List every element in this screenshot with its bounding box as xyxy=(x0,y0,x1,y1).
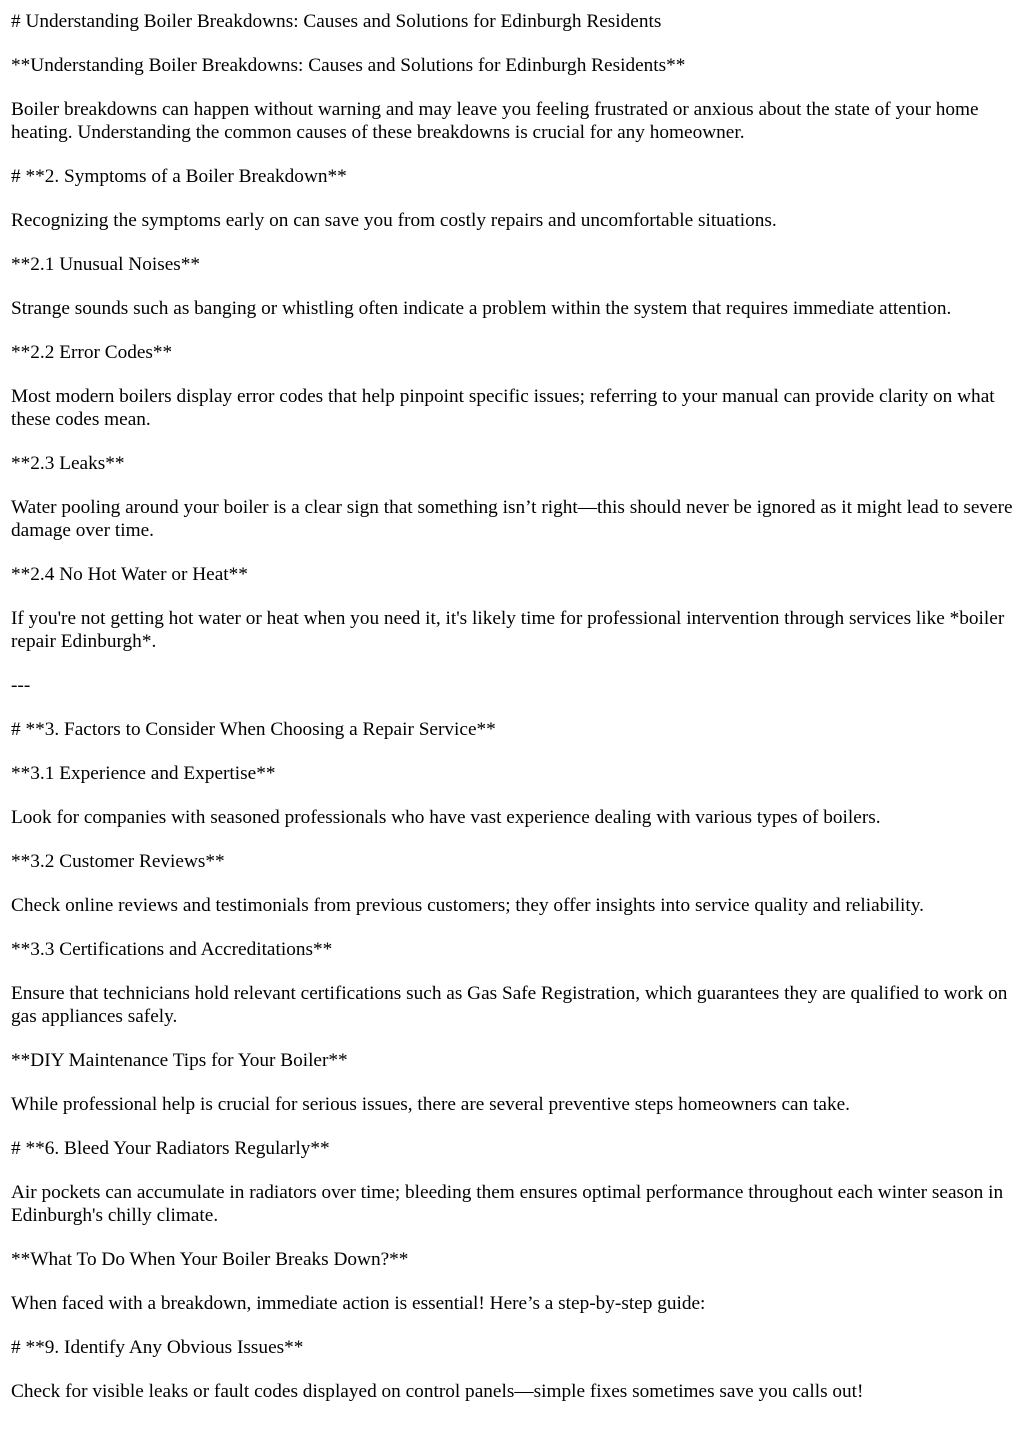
customer-reviews-paragraph: Check online reviews and testimonials from previous customers; they offer insights into service quality and reliability. xyxy=(11,895,924,916)
certifications-paragraph: Ensure that technicians hold relevant certifications such as Gas Safe Registration, which guarantees they are qualified to work on gas appliances safely. xyxy=(11,983,1013,1027)
leaks-paragraph: Water pooling around your boiler is a clear sign that something isn’t right—this should never be ignored as it might lead to severe damage over time. xyxy=(11,497,1018,541)
subheading-error-codes: **2.2 Error Codes** xyxy=(11,342,173,363)
heading-identify-issues: # **9. Identify Any Obvious Issues** xyxy=(11,1337,304,1358)
bleed-radiators-paragraph: Air pockets can accumulate in radiators over time; bleeding them ensures optimal performance throughout each winter season in Edinburgh's chilly climate. xyxy=(11,1182,1008,1226)
subheading-diy-maintenance: **DIY Maintenance Tips for Your Boiler** xyxy=(11,1050,348,1071)
no-hot-water-paragraph: If you're not getting hot water or heat when you need it, it's likely time for professional intervention through services like *boiler repair Edinburgh*. xyxy=(11,608,1010,652)
heading-factors: # **3. Factors to Consider When Choosing a Repair Service** xyxy=(11,719,496,740)
identify-issues-paragraph: Check for visible leaks or fault codes displayed on control panels—simple fixes sometimes save you calls out! xyxy=(11,1381,864,1402)
subheading-unusual-noises: **2.1 Unusual Noises** xyxy=(11,254,201,275)
title-bold-line: **Understanding Boiler Breakdowns: Causes and Solutions for Edinburgh Residents** xyxy=(11,55,686,76)
subheading-certifications: **3.3 Certifications and Accreditations** xyxy=(11,939,333,960)
subheading-customer-reviews: **3.2 Customer Reviews** xyxy=(11,851,225,872)
horizontal-rule-text: --- xyxy=(11,675,31,696)
unusual-noises-paragraph: Strange sounds such as banging or whistling often indicate a problem within the system that requires immediate attention. xyxy=(11,298,952,319)
experience-paragraph: Look for companies with seasoned professionals who have vast experience dealing with various types of boilers. xyxy=(11,807,881,828)
error-codes-paragraph: Most modern boilers display error codes that help pinpoint specific issues; referring to your manual can provide clarity on what these codes mean. xyxy=(11,386,1000,430)
heading-symptoms: # **2. Symptoms of a Boiler Breakdown** xyxy=(11,166,347,187)
diy-maintenance-paragraph: While professional help is crucial for serious issues, there are several preventive steps homeowners can take. xyxy=(11,1094,850,1115)
what-to-do-paragraph: When faced with a breakdown, immediate action is essential! Here’s a step-by-step guide: xyxy=(11,1293,706,1314)
subheading-experience: **3.1 Experience and Expertise** xyxy=(11,763,276,784)
title-line: # Understanding Boiler Breakdowns: Causes and Solutions for Edinburgh Residents xyxy=(11,11,662,32)
heading-bleed-radiators: # **6. Bleed Your Radiators Regularly** xyxy=(11,1138,330,1159)
symptoms-intro-paragraph: Recognizing the symptoms early on can save you from costly repairs and uncomfortable situations. xyxy=(11,210,777,231)
intro-paragraph: Boiler breakdowns can happen without warning and may leave you feeling frustrated or anxious about the state of your home heating. Understanding the common causes of these breakdowns is crucial for any homeowner. xyxy=(11,99,984,143)
subheading-leaks: **2.3 Leaks** xyxy=(11,453,125,474)
subheading-no-hot-water: **2.4 No Hot Water or Heat** xyxy=(11,564,248,585)
subheading-what-to-do: **What To Do When Your Boiler Breaks Down?** xyxy=(11,1249,409,1270)
